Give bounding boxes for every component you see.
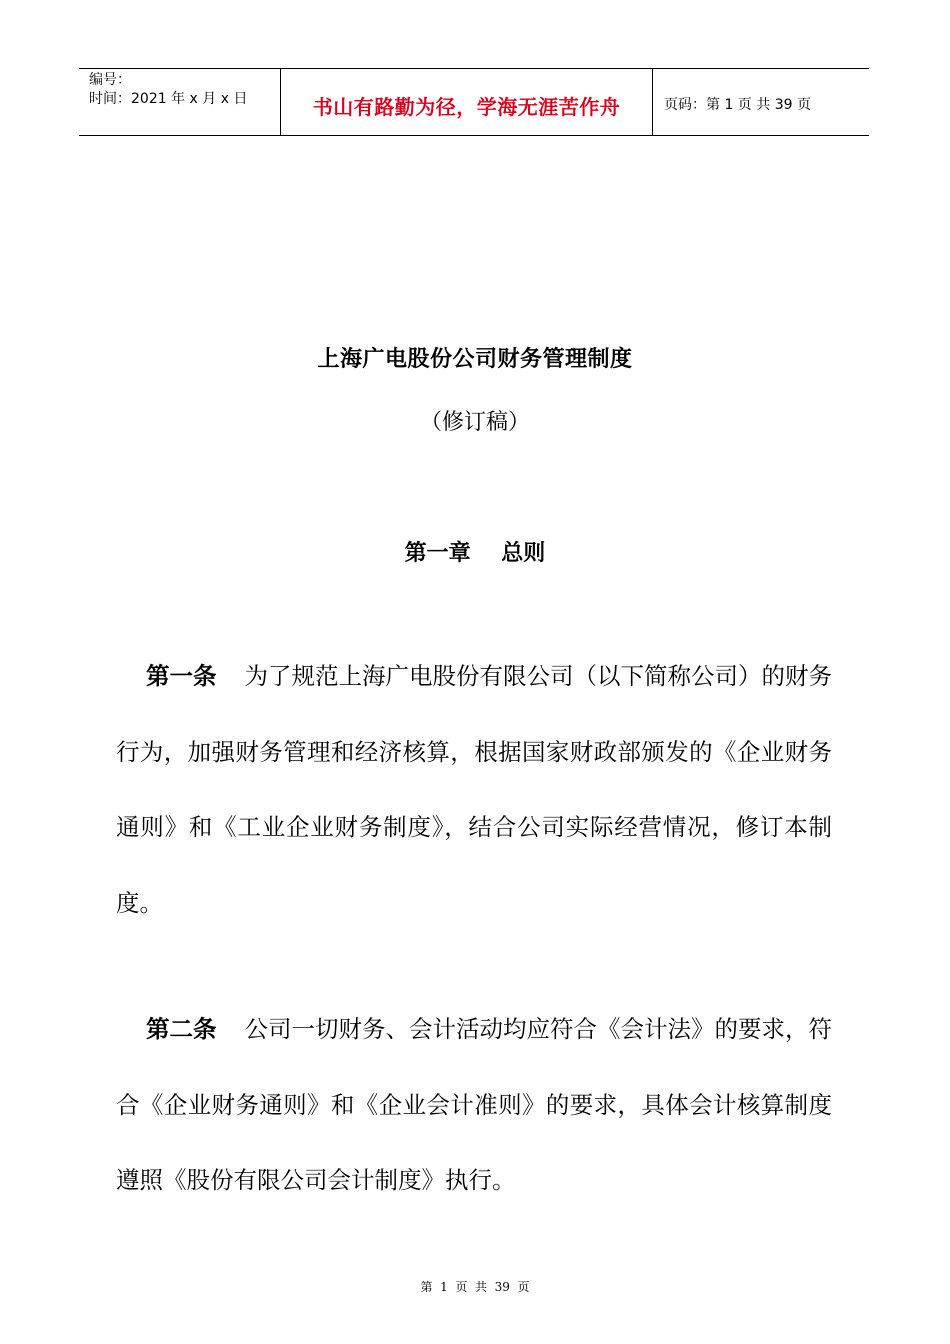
page-footer: 第 1 页 共 39 页 <box>420 1280 530 1294</box>
document-title: 上海广电股份公司财务管理制度 <box>317 346 633 372</box>
document-subtitle: （修订稿） <box>419 410 530 435</box>
article-1-label: 第一条 <box>146 662 217 690</box>
header-motto-cell <box>280 69 653 135</box>
article-1 <box>116 639 832 941</box>
document-number-label: 编号： <box>89 72 131 88</box>
article-2 <box>116 992 832 1219</box>
header-motto: 书山有路勤为径，学海无涯苦作舟 <box>312 95 621 119</box>
header-page-info: 页码：第 1 页 共 39 页 <box>664 97 811 113</box>
article-2-text: 公司一切财务、会计活动均应符合《会计法》的要求，符合《企业财务通则》和《企业会计准则》的要求，具体会计核算制度遵照《股份有限公司会计制度》执行。 <box>116 1015 832 1194</box>
header-meta-cell <box>79 69 280 135</box>
header-page-cell <box>653 69 869 135</box>
document-date-label: 时间：2021 年 x 月 x 日 <box>89 91 248 107</box>
article-2-label: 第二条 <box>146 1015 217 1043</box>
document-header <box>79 68 869 136</box>
article-1-text: 为了规范上海广电股份有限公司（以下简称公司）的财务行为，加强财务管理和经济核算，根据国家财政部颁发的《企业财务通则》和《工业企业财务制度》，结合公司实际经营情况，修订本制度。 <box>116 662 832 917</box>
chapter-heading: 第一章 总则 <box>404 541 546 566</box>
